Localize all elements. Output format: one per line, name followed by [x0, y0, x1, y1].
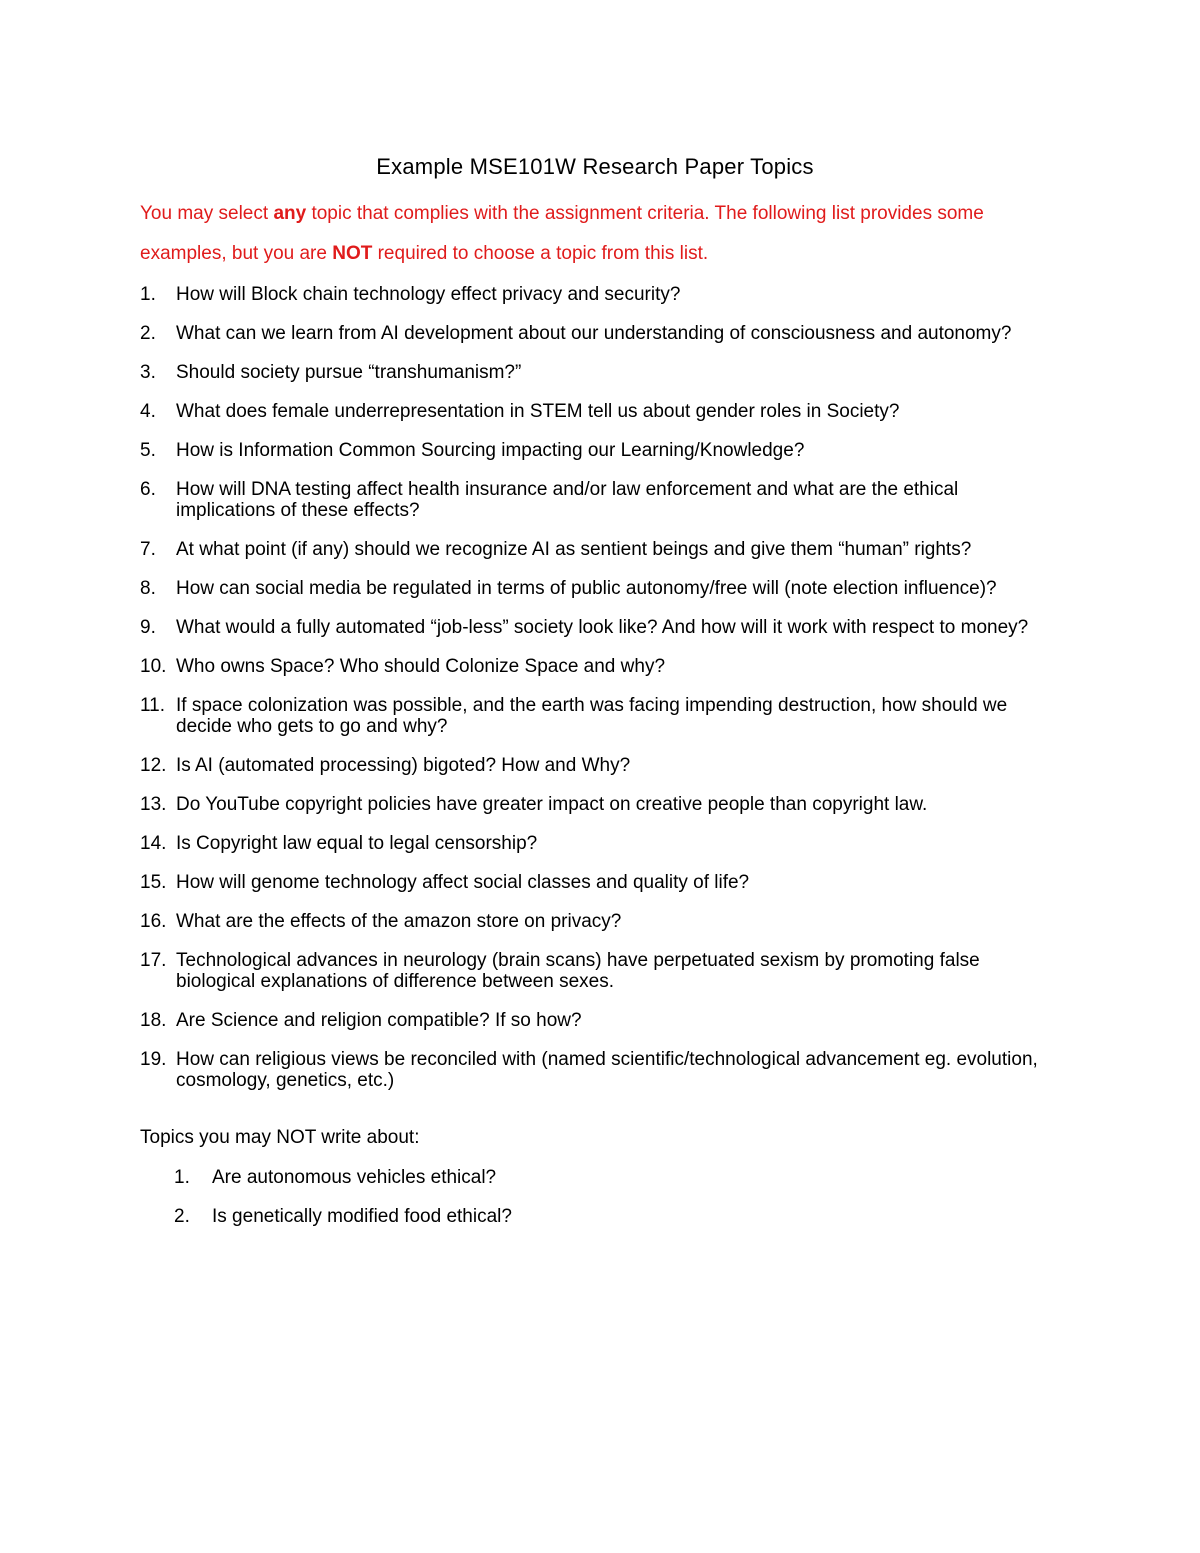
- topic-item: [140, 284, 1050, 305]
- banned-topic-item: [174, 1167, 1050, 1188]
- topic-number: 1.: [140, 284, 156, 305]
- topic-number: 19.: [140, 1049, 167, 1070]
- intro-notice: [140, 194, 1050, 274]
- topic-text: Is AI (automated processing) bigoted? How and Why?: [176, 755, 631, 776]
- topic-number: 4.: [140, 401, 156, 422]
- topic-item: [140, 323, 1050, 344]
- topic-item: [140, 872, 1050, 893]
- banned-topic-list: [140, 1167, 1050, 1227]
- topic-number: 3.: [140, 362, 156, 383]
- topic-number: 10.: [140, 656, 167, 677]
- topic-number: 7.: [140, 539, 156, 560]
- topic-item: [140, 617, 1050, 638]
- banned-topic-item: [174, 1206, 1050, 1227]
- intro-text-1: You may select: [140, 203, 274, 224]
- intro-text-3: required to choose a topic from this list.: [372, 243, 709, 264]
- topic-number: 16.: [140, 911, 167, 932]
- topic-item: [140, 362, 1050, 383]
- topic-number: 12.: [140, 755, 167, 776]
- topic-item: [140, 401, 1050, 422]
- page-title: Example MSE101W Research Paper Topics: [376, 154, 814, 179]
- topic-text: Who owns Space? Who should Colonize Space and why?: [176, 656, 666, 677]
- intro-text-2: topic that complies with the assignment criteria. The following list provides some examples, but you are: [140, 203, 984, 264]
- topic-text: How will Block chain technology effect privacy and security?: [176, 284, 681, 305]
- banned-topic-number: 2.: [174, 1206, 190, 1227]
- topic-number: 5.: [140, 440, 156, 461]
- topic-text: If space colonization was possible, and the earth was facing impending destruction, how should we decide who gets to go and why?: [176, 695, 1008, 737]
- topic-number: 6.: [140, 479, 156, 500]
- topic-item: [140, 794, 1050, 815]
- topic-item: [140, 1049, 1050, 1091]
- topic-number: 15.: [140, 872, 167, 893]
- topic-item: [140, 656, 1050, 677]
- topic-text: How can social media be regulated in terms of public autonomy/free will (note election influence)?: [176, 578, 997, 599]
- banned-topic-number: 1.: [174, 1167, 190, 1188]
- topic-text: Is Copyright law equal to legal censorship?: [176, 833, 538, 854]
- topic-text: Do YouTube copyright policies have greater impact on creative people than copyright law.: [176, 794, 928, 815]
- topic-text: Should society pursue “transhumanism?”: [176, 362, 522, 383]
- topic-item: [140, 1010, 1050, 1031]
- topic-number: 2.: [140, 323, 156, 344]
- topic-text: How can religious views be reconciled with (named scientific/technological advancement eg. evolution, cosmology, genetics, etc.): [176, 1049, 1038, 1091]
- topic-text: Technological advances in neurology (brain scans) have perpetuated sexism by promoting false biological explanations of difference between sexes.: [176, 950, 980, 992]
- intro-bold-not: NOT: [332, 243, 373, 264]
- intro-bold-any: any: [273, 203, 307, 224]
- topic-number: 13.: [140, 794, 167, 815]
- topic-number: 9.: [140, 617, 156, 638]
- topic-item: [140, 539, 1050, 560]
- topic-item: [140, 755, 1050, 776]
- topic-item: [140, 440, 1050, 461]
- topic-text: What are the effects of the amazon store on privacy?: [176, 911, 622, 932]
- banned-topic-text: Are autonomous vehicles ethical?: [212, 1167, 497, 1188]
- topic-text: At what point (if any) should we recognize AI as sentient beings and give them “human” rights?: [176, 539, 972, 560]
- topic-text: What would a fully automated “job-less” society look like? And how will it work with respect to money?: [176, 617, 1029, 638]
- topic-text: How will genome technology affect social classes and quality of life?: [176, 872, 750, 893]
- topic-item: [140, 911, 1050, 932]
- topic-list: [140, 284, 1050, 1091]
- topic-number: 8.: [140, 578, 156, 599]
- topic-number: 11.: [140, 695, 166, 716]
- topic-item: [140, 833, 1050, 854]
- topic-text: What can we learn from AI development about our understanding of consciousness and autonomy?: [176, 323, 1012, 344]
- banned-topics-heading: Topics you may NOT write about:: [140, 1127, 420, 1148]
- topic-number: 14.: [140, 833, 167, 854]
- topic-item: [140, 695, 1050, 737]
- topic-text: How will DNA testing affect health insurance and/or law enforcement and what are the ethical implications of these effects?: [176, 479, 959, 521]
- topic-text: What does female underrepresentation in STEM tell us about gender roles in Society?: [176, 401, 900, 422]
- topic-number: 17.: [140, 950, 167, 971]
- topic-number: 18.: [140, 1010, 167, 1031]
- topic-item: [140, 950, 1050, 992]
- topic-item: [140, 578, 1050, 599]
- topic-text: Are Science and religion compatible? If so how?: [176, 1010, 582, 1031]
- topic-text: How is Information Common Sourcing impacting our Learning/Knowledge?: [176, 440, 805, 461]
- topic-item: [140, 479, 1050, 521]
- banned-topic-text: Is genetically modified food ethical?: [212, 1206, 512, 1227]
